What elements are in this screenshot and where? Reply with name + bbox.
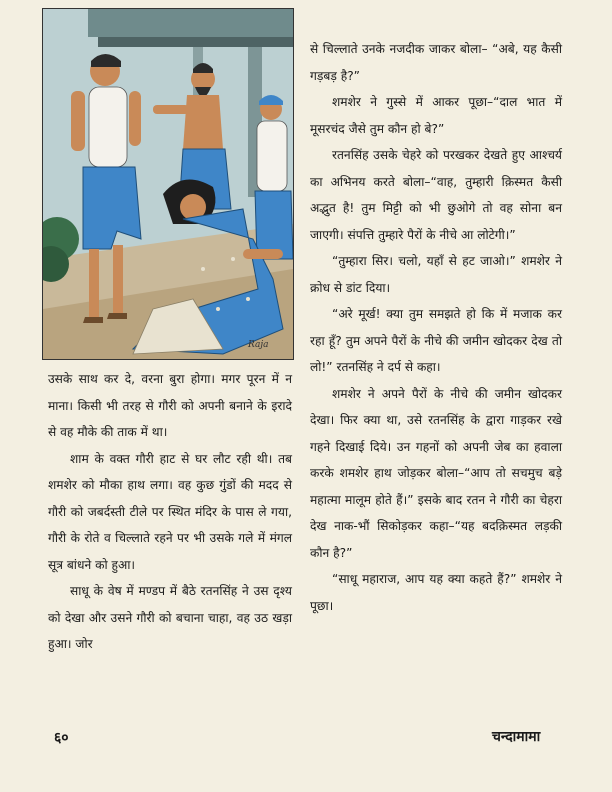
temple-roof [88, 9, 293, 37]
artist-signature: Raja [248, 340, 269, 350]
paragraph: शाम के वक्त गौरी हाट से घर लौट रही थी। तब शमशेर को मौका हाथ लगा। वह कुछ गुंडों की मदद से गौरी को जबर्दस्ती टीले पर स्थित मंदिर के पास ले गया, गौरी के रोते व चिल्लाते रहने पर भी उसके गले में मंगल सूत्र बांधने को हुआ। [48, 451, 292, 572]
paragraph: रतनसिंह उसके चेहरे को परखकर देखते हुए आश्चर्य का अभिनय करते बोला–“वाह, तुम्हारी क़िस्मत कैसी अद्भुत है! तुम मिट्टी को भी छुओगे तो वह सोना बन जाएगी। संपत्ति तुम्हारे पैरों के नीचे आ लोटेगी।” [310, 148, 562, 242]
magazine-name: चन्दामामा [492, 729, 541, 745]
paragraph: शमशेर ने गुस्से में आकर पूछा–“दाल भात में मूसरचंद जैसे तुम कौन हो बे?” [310, 95, 562, 136]
right-text-column [310, 36, 562, 619]
illustration-scene [43, 9, 293, 359]
paragraph: उसके साथ कर दे, वरना बुरा होगा। मगर पूरन में न माना। किसी भी तरह से गौरी को अपनी बनाने के इरादे से वह मौके की ताक में था। [48, 372, 292, 439]
paragraph: “अरे मूर्ख! क्या तुम समझते हो कि में मजाक कर रहा हूँ? तुम अपने पैरों के नीचे की जमीन खोदकर देख तो लो!” रतनसिंह ने दर्प से कहा। [310, 307, 562, 374]
paragraph: “साधू महाराज, आप यह क्या कहते हैं?” शमशेर ने पूछा। [310, 572, 562, 613]
paragraph: से चिल्लाते उनके नजदीक जाकर बोला– “अबे, यह कैसी गड़बड़ है?” [310, 42, 562, 83]
paragraph: “तुम्हारा सिर। चलो, यहाँ से हट जाओ।” शमशेर ने क्रोध से डांट दिया। [310, 254, 562, 295]
paragraph: शमशेर ने अपने पैरों के नीचे की जमीन खोदकर देखा। फिर क्या था, उसे रतनसिंह के द्वारा गाड़कर रखे गहने दिखाई दिये। उन गहनों को अपनी जेब का हवाला करके शमशेर हाथ जोड़कर बोला–“आप तो सचमुच बड़े महात्मा मालूम होते हैं।” इसके बाद रतन ने गौरी का चेहरा देख नाक-भौं सिकोड़कर कहा–“यह बदक़िस्मत लड़की कौन है?” [310, 386, 562, 560]
story-illustration [42, 8, 294, 360]
paragraph: साधू के वेष में मण्डप में बैठे रतनसिंह ने उस दृश्य को देखा और उसने गौरी को बचाना चाहा, वह उठ खड़ा हुआ। जोर [48, 584, 292, 651]
page-number: ६० [54, 730, 69, 746]
left-text-column [48, 366, 292, 658]
